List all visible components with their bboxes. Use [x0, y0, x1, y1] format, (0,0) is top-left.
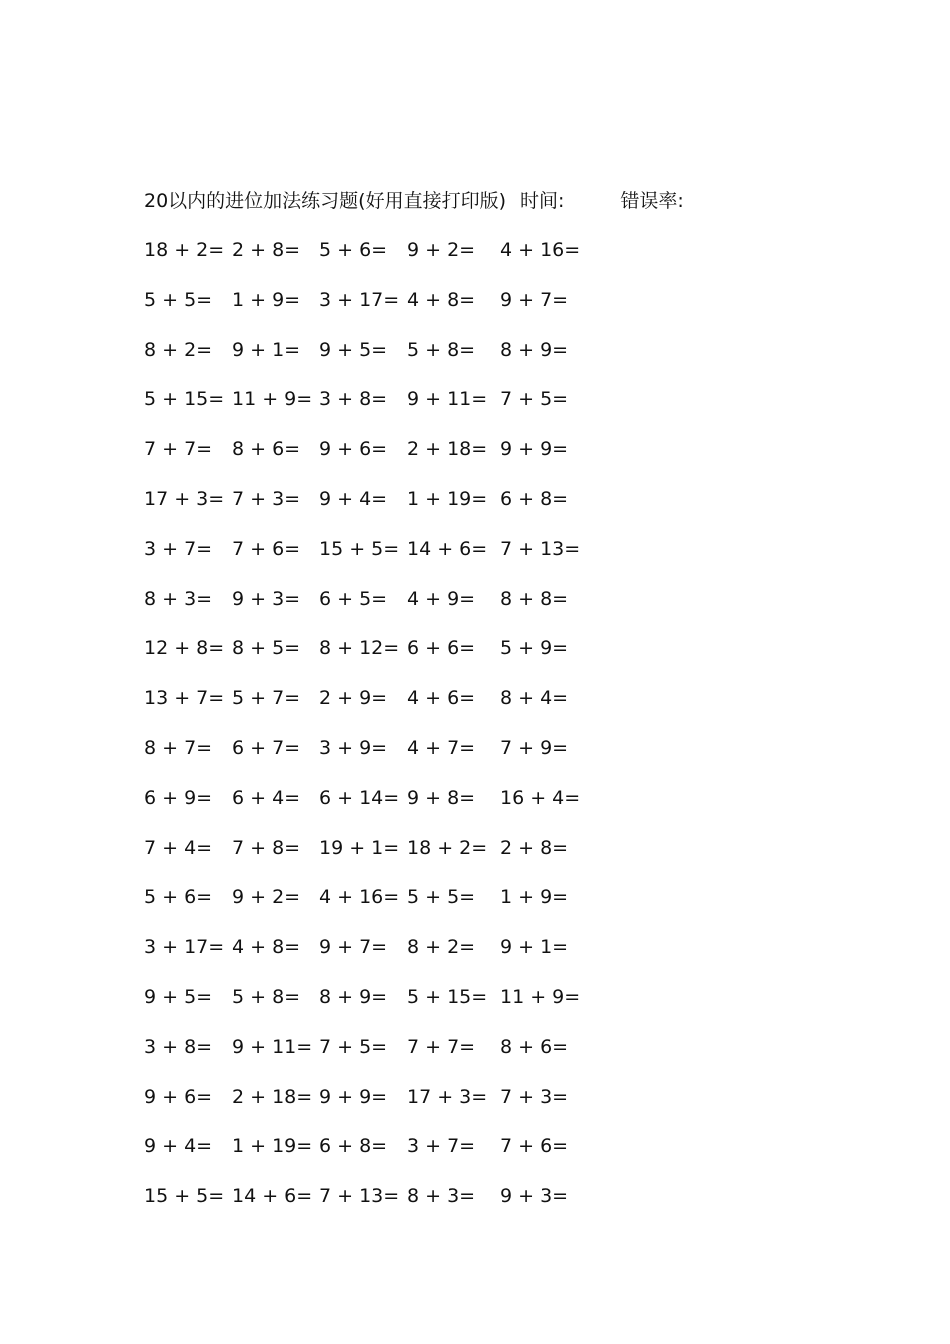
problem-row [0, 683, 950, 713]
addition-problem: 2 + 8= [500, 836, 569, 859]
problem-row [0, 982, 950, 1012]
addition-problem: 8 + 7= [144, 737, 213, 759]
addition-problem: 9 + 9= [319, 1085, 388, 1108]
problem-row [0, 1082, 950, 1112]
addition-problem: 19 + 1= [319, 836, 400, 859]
addition-problem: 11 + 9= [500, 986, 581, 1008]
addition-problem: 9 + 6= [144, 1085, 213, 1108]
problem-row [0, 932, 950, 962]
addition-problem: 7 + 7= [144, 438, 213, 461]
worksheet-title: 20以内的进位加法练习题(好用直接打印版) [144, 190, 507, 212]
addition-problem: 7 + 7= [407, 1035, 476, 1058]
addition-problem: 9 + 1= [232, 338, 301, 361]
addition-problem: 9 + 7= [500, 288, 569, 311]
problem-row [0, 584, 950, 614]
addition-problem: 3 + 17= [144, 936, 225, 959]
addition-problem: 13 + 7= [144, 687, 225, 710]
addition-problem: 1 + 9= [232, 288, 301, 311]
addition-problem: 17 + 3= [144, 488, 225, 510]
addition-problem: 7 + 13= [500, 537, 581, 560]
addition-problem: 8 + 4= [500, 687, 569, 710]
addition-problem: 9 + 6= [319, 438, 388, 461]
addition-problem: 15 + 5= [144, 1185, 225, 1208]
addition-problem: 2 + 8= [232, 239, 301, 261]
addition-problem: 17 + 3= [407, 1085, 488, 1108]
addition-problem: 5 + 6= [144, 886, 213, 909]
addition-problem: 3 + 8= [144, 1035, 213, 1058]
addition-problem: 9 + 5= [319, 338, 388, 361]
addition-problem: 7 + 3= [232, 488, 301, 510]
problem-row [0, 882, 950, 912]
addition-problem: 9 + 2= [407, 239, 476, 261]
addition-problem: 6 + 7= [232, 737, 301, 759]
addition-problem: 9 + 2= [232, 886, 301, 909]
problem-row [0, 783, 950, 813]
addition-problem: 11 + 9= [232, 388, 313, 411]
addition-problem: 9 + 4= [319, 488, 388, 510]
addition-problem: 9 + 5= [144, 986, 213, 1008]
addition-problem: 9 + 11= [232, 1035, 313, 1058]
problem-row [0, 1131, 950, 1161]
addition-problem: 4 + 16= [319, 886, 400, 909]
addition-problem: 8 + 5= [232, 637, 301, 660]
addition-problem: 8 + 6= [500, 1035, 569, 1058]
problem-row [0, 285, 950, 315]
addition-problem: 5 + 15= [144, 388, 225, 411]
addition-problem: 8 + 3= [144, 587, 213, 610]
addition-problem: 7 + 5= [500, 388, 569, 411]
addition-problem: 15 + 5= [319, 537, 400, 560]
addition-problem: 5 + 5= [407, 886, 476, 909]
problem-row [0, 434, 950, 464]
problem-row [0, 384, 950, 414]
addition-problem: 3 + 8= [319, 388, 388, 411]
addition-problem: 9 + 3= [232, 587, 301, 610]
addition-problem: 6 + 9= [144, 786, 213, 809]
addition-problem: 18 + 2= [144, 239, 225, 261]
problem-row [0, 1032, 950, 1062]
problem-row [0, 1181, 950, 1211]
addition-problem: 5 + 5= [144, 288, 213, 311]
addition-problem: 4 + 9= [407, 587, 476, 610]
addition-problem: 1 + 9= [500, 886, 569, 909]
time-label: 时间: [520, 190, 565, 212]
addition-problem: 16 + 4= [500, 786, 581, 809]
addition-problem: 1 + 19= [232, 1135, 313, 1158]
addition-problem: 6 + 5= [319, 587, 388, 610]
addition-problem: 3 + 9= [319, 737, 388, 759]
problem-row [0, 235, 950, 265]
addition-problem: 1 + 19= [407, 488, 488, 510]
addition-problem: 9 + 9= [500, 438, 569, 461]
addition-problem: 8 + 8= [500, 587, 569, 610]
addition-problem: 8 + 6= [232, 438, 301, 461]
problem-row [0, 833, 950, 863]
addition-problem: 5 + 7= [232, 687, 301, 710]
addition-problem: 2 + 9= [319, 687, 388, 710]
addition-problem: 8 + 3= [407, 1185, 476, 1208]
addition-problem: 6 + 6= [407, 637, 476, 660]
addition-problem: 8 + 2= [144, 338, 213, 361]
problem-row [0, 484, 950, 514]
addition-problem: 7 + 13= [319, 1185, 400, 1208]
problem-row [0, 335, 950, 365]
addition-problem: 7 + 6= [500, 1135, 569, 1158]
addition-problem: 5 + 9= [500, 637, 569, 660]
addition-problem: 8 + 9= [500, 338, 569, 361]
addition-problem: 4 + 8= [407, 288, 476, 311]
addition-problem: 9 + 11= [407, 388, 488, 411]
addition-problem: 12 + 8= [144, 637, 225, 660]
addition-problem: 7 + 5= [319, 1035, 388, 1058]
addition-problem: 3 + 7= [144, 537, 213, 560]
addition-problem: 5 + 6= [319, 239, 388, 261]
addition-problem: 9 + 1= [500, 936, 569, 959]
addition-problem: 9 + 4= [144, 1135, 213, 1158]
addition-problem: 5 + 8= [232, 986, 301, 1008]
addition-problem: 14 + 6= [407, 537, 488, 560]
addition-problem: 7 + 8= [232, 836, 301, 859]
addition-problem: 7 + 9= [500, 737, 569, 759]
addition-problem: 9 + 3= [500, 1185, 569, 1208]
addition-problem: 5 + 8= [407, 338, 476, 361]
addition-problem: 3 + 7= [407, 1135, 476, 1158]
addition-problem: 3 + 17= [319, 288, 400, 311]
addition-problem: 4 + 6= [407, 687, 476, 710]
addition-problem: 4 + 7= [407, 737, 476, 759]
addition-problem: 9 + 7= [319, 936, 388, 959]
addition-problem: 4 + 8= [232, 936, 301, 959]
addition-problem: 18 + 2= [407, 836, 488, 859]
addition-problem: 6 + 8= [319, 1135, 388, 1158]
addition-problem: 7 + 6= [232, 537, 301, 560]
addition-problem: 5 + 15= [407, 986, 488, 1008]
addition-problem: 8 + 2= [407, 936, 476, 959]
addition-problem: 7 + 4= [144, 836, 213, 859]
problem-row [0, 534, 950, 564]
addition-problem: 9 + 8= [407, 786, 476, 809]
error-rate-label: 错误率: [620, 190, 684, 212]
addition-problem: 7 + 3= [500, 1085, 569, 1108]
addition-problem: 4 + 16= [500, 239, 581, 261]
problem-row [0, 733, 950, 763]
addition-problem: 2 + 18= [232, 1085, 313, 1108]
addition-problem: 6 + 4= [232, 786, 301, 809]
addition-problem: 6 + 14= [319, 786, 400, 809]
addition-problem: 8 + 12= [319, 637, 400, 660]
addition-problem: 8 + 9= [319, 986, 388, 1008]
addition-problem: 6 + 8= [500, 488, 569, 510]
addition-problem: 14 + 6= [232, 1185, 313, 1208]
problem-row [0, 633, 950, 663]
addition-problem: 2 + 18= [407, 438, 488, 461]
